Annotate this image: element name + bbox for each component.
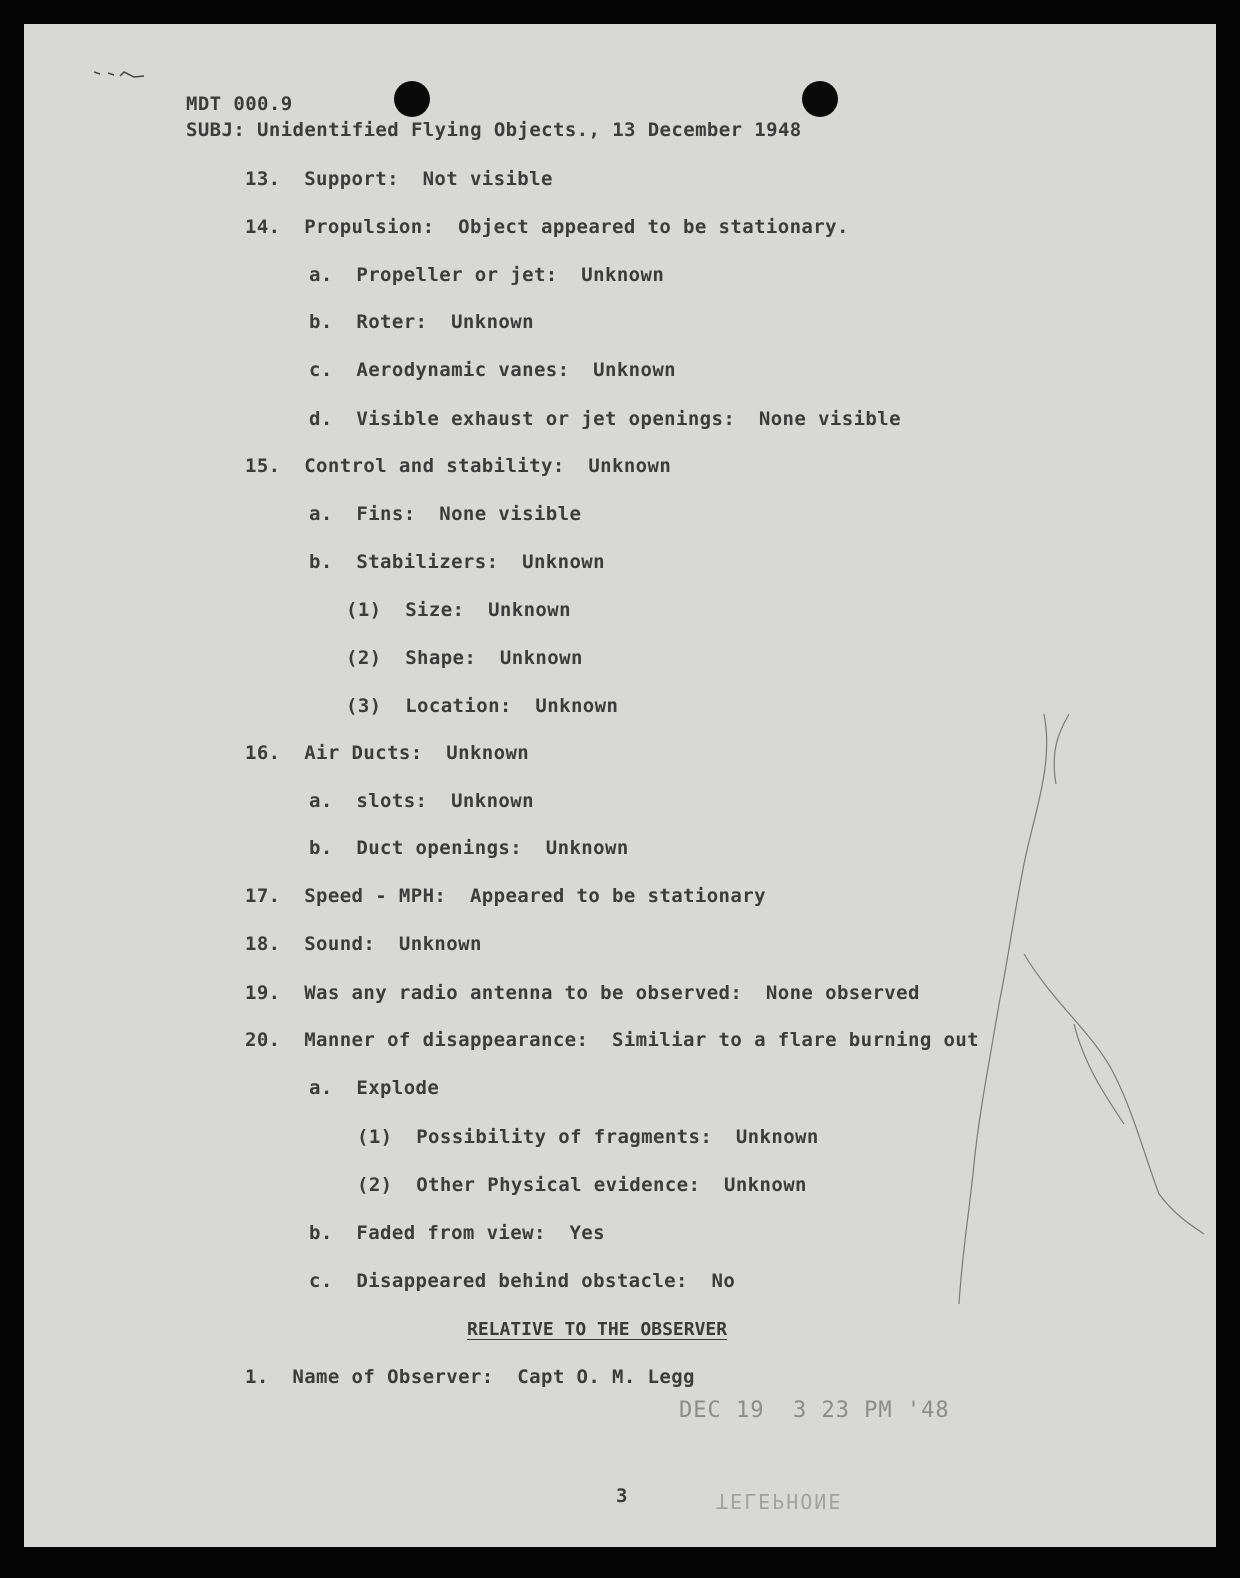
observer-name: 1. Name of Observer: Capt O. M. Legg (245, 1366, 695, 1388)
item-14a-propeller: a. Propeller or jet: Unknown (309, 264, 665, 286)
item-20a2-physical-evidence: (2) Other Physical evidence: Unknown (357, 1174, 807, 1196)
item-14b-roter: b. Roter: Unknown (309, 311, 534, 333)
item-20c-obstacle: c. Disappeared behind obstacle: No (309, 1270, 736, 1292)
item-15b2-shape: (2) Shape: Unknown (346, 647, 583, 669)
mirrored-bleed-through-stamp: TELEPHONE (716, 1489, 843, 1513)
item-15a-fins: a. Fins: None visible (309, 503, 582, 525)
file-reference: MDT 000.9 (186, 93, 293, 115)
item-20a-explode: a. Explode (309, 1077, 440, 1099)
item-19-radio-antenna: 19. Was any radio antenna to be observed: None observed (245, 982, 920, 1004)
item-15b-stabilizers: b. Stabilizers: Unknown (309, 551, 605, 573)
subject-line: SUBJ: Unidentified Flying Objects., 13 December 1948 (186, 119, 802, 141)
punch-hole-right (802, 81, 838, 117)
item-17-speed: 17. Speed - MPH: Appeared to be stationary (245, 885, 766, 907)
item-14-propulsion: 14. Propulsion: Object appeared to be stationary. (245, 216, 849, 238)
item-20a1-fragments: (1) Possibility of fragments: Unknown (357, 1126, 819, 1148)
item-16a-slots: a. slots: Unknown (309, 790, 534, 812)
pen-scribble-mark (94, 68, 174, 80)
item-15b1-size: (1) Size: Unknown (346, 599, 571, 621)
item-14d-exhaust: d. Visible exhaust or jet openings: None visible (309, 408, 901, 430)
item-16-air-ducts: 16. Air Ducts: Unknown (245, 742, 530, 764)
punch-hole-left (394, 81, 430, 117)
item-20b-faded: b. Faded from view: Yes (309, 1222, 605, 1244)
item-14c-vanes: c. Aerodynamic vanes: Unknown (309, 359, 677, 381)
received-date-stamp: DEC 19 3 23 PM '48 (679, 1398, 950, 1423)
item-16b-duct-openings: b. Duct openings: Unknown (309, 837, 629, 859)
item-18-sound: 18. Sound: Unknown (245, 933, 482, 955)
item-15-control: 15. Control and stability: Unknown (245, 455, 672, 477)
section-heading: RELATIVE TO THE OBSERVER (467, 1319, 728, 1340)
item-13-support: 13. Support: Not visible (245, 168, 553, 190)
page-number: 3 (616, 1485, 628, 1507)
item-15b3-location: (3) Location: Unknown (346, 695, 619, 717)
document-page (24, 24, 1216, 1547)
item-20-disappearance: 20. Manner of disappearance: Similiar to a flare burning out (245, 1029, 980, 1051)
